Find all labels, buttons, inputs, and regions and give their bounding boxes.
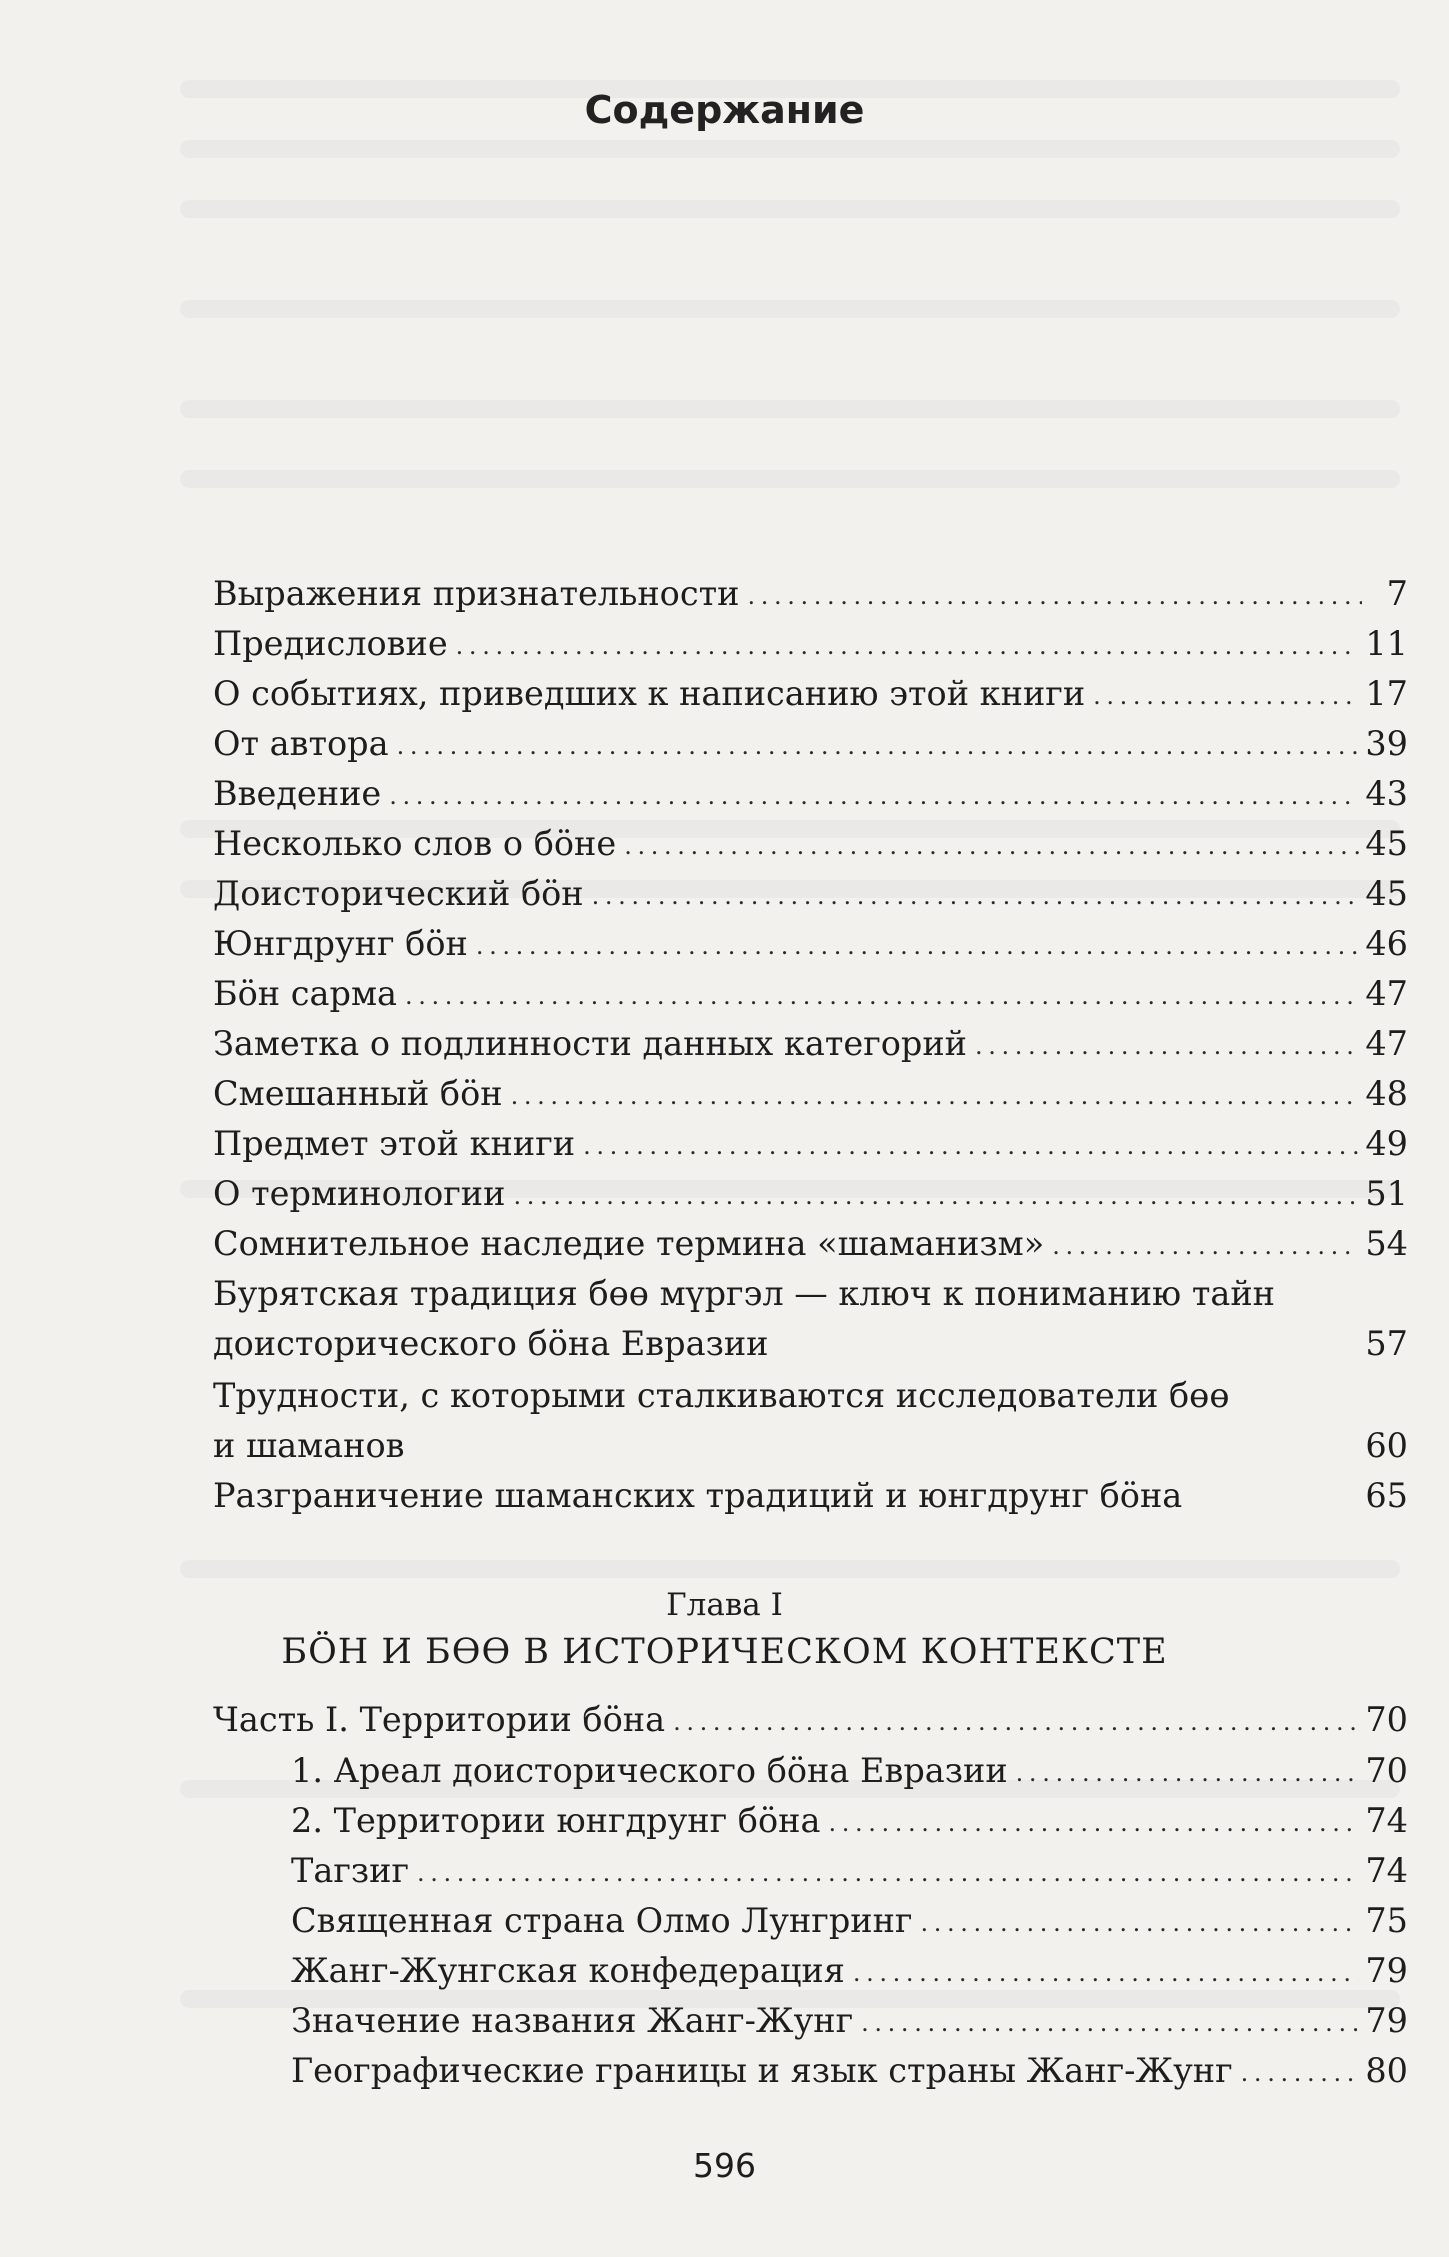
toc-entry-label: Предмет этой книги [213, 1124, 576, 1163]
leader-dots [975, 1034, 1359, 1061]
toc-entry[interactable] [291, 2001, 1408, 2040]
toc-entry-page: 74 [1365, 1851, 1408, 1890]
toc-entry-label: О терминологии [213, 1174, 506, 1213]
toc-entry-label: Выражения признательности [213, 574, 740, 613]
toc-entry-label: Сомнительное наследие термина «шаманизм» [213, 1224, 1045, 1263]
chapter-number: Глава I [666, 1587, 783, 1623]
toc-entry[interactable] [213, 1476, 1408, 1515]
leader-dots [624, 834, 1359, 861]
toc-entry-label: Географические границы и язык страны Жанг-Жунг [291, 2051, 1233, 2090]
toc-entry[interactable] [291, 2051, 1408, 2090]
toc-entry[interactable] [213, 1024, 1408, 1063]
toc-entry-page: 49 [1365, 1124, 1408, 1163]
toc-entry-page: 47 [1365, 1024, 1408, 1063]
toc-entry-label: От автора [213, 724, 389, 763]
toc-entry-label: доисторического бöна Евразии [213, 1324, 769, 1363]
toc-entry-page: 70 [1365, 1700, 1408, 1739]
leader-dots [513, 1184, 1359, 1211]
leader-dots [583, 1134, 1359, 1161]
bleed-through [180, 1560, 1400, 1578]
toc-entry[interactable] [213, 1324, 1408, 1363]
leader-dots [828, 1811, 1359, 1838]
toc-entry[interactable] [213, 1124, 1408, 1163]
toc-entry-label-line1: Бурятская традиция бөө мүргэл — ключ к пониманию тайн [213, 1274, 1276, 1313]
toc-entry-label: Предисловие [213, 624, 448, 663]
toc-entry[interactable] [213, 974, 1408, 1013]
toc-entry[interactable] [213, 1426, 1408, 1465]
toc-entry-page: 70 [1365, 1751, 1408, 1790]
toc-entry-page: 74 [1365, 1801, 1408, 1840]
leader-dots [1241, 2061, 1360, 2088]
toc-entry[interactable] [213, 624, 1408, 663]
toc-entry-label: Юнгдрунг бöн [213, 924, 468, 963]
toc-entry[interactable] [291, 1751, 1408, 1790]
toc-entry-page: 17 [1365, 674, 1408, 713]
toc-entry[interactable] [213, 1700, 1408, 1739]
bleed-through [180, 470, 1400, 488]
toc-entry[interactable] [291, 1851, 1408, 1890]
toc-entry-label: О событиях, приведших к написанию этой книги [213, 674, 1086, 713]
toc-entry[interactable] [213, 824, 1408, 863]
toc-entry-page: 45 [1365, 874, 1408, 913]
leader-dots [1016, 1761, 1360, 1788]
toc-entry-label: Доисторический бöн [213, 874, 584, 913]
toc-entry[interactable] [291, 1801, 1408, 1840]
toc-entry-page: 43 [1365, 774, 1408, 813]
toc-entry[interactable] [213, 1224, 1408, 1263]
leader-dots [405, 984, 1359, 1011]
leader-dots [747, 584, 1362, 611]
bleed-through [180, 200, 1400, 218]
toc-entry-page: 79 [1365, 1951, 1408, 1990]
toc-entry-page: 60 [1365, 1426, 1408, 1465]
toc-entry-page: 80 [1365, 2051, 1408, 2090]
toc-entry-page: 75 [1365, 1901, 1408, 1940]
toc-entry[interactable] [213, 1174, 1408, 1213]
toc-entry-page: 54 [1365, 1224, 1408, 1263]
toc-entry[interactable] [213, 774, 1408, 813]
toc-entry-label: Бöн сарма [213, 974, 397, 1013]
bleed-through [180, 300, 1400, 318]
toc-entry-label-line1: Трудности, с которыми сталкиваются исследователи бөө [213, 1376, 1230, 1415]
bleed-through [180, 400, 1400, 418]
toc-entry[interactable] [213, 924, 1408, 963]
toc-entry[interactable] [213, 674, 1408, 713]
leader-dots [861, 2011, 1359, 2038]
toc-entry-label: Введение [213, 774, 382, 813]
toc-entry-page: 46 [1365, 924, 1408, 963]
chapter-title: БÖН И БӨӨ В ИСТОРИЧЕСКОМ КОНТЕКСТЕ [281, 1632, 1168, 1672]
toc-entry-label: и шаманов [213, 1426, 405, 1465]
leader-dots [853, 1961, 1360, 1988]
toc-entry-page: 7 [1386, 574, 1408, 613]
toc-entry[interactable] [213, 724, 1408, 763]
toc-entry-label: Значение названия Жанг-Жунг [291, 2001, 854, 2040]
page-title: Содержание [584, 88, 865, 132]
toc-entry-label: Тагзиг [291, 1851, 410, 1890]
toc-entry-page: 45 [1365, 824, 1408, 863]
toc-entry-label: Заметка о подлинности данных категорий [213, 1024, 968, 1063]
toc-entry-label: Несколько слов о бöне [213, 824, 617, 863]
toc-entry[interactable] [213, 1074, 1408, 1113]
leader-dots [1052, 1234, 1359, 1261]
toc-entry-page: 47 [1365, 974, 1408, 1013]
toc-entry-page: 39 [1365, 724, 1408, 763]
leader-dots [476, 934, 1360, 961]
toc-entry[interactable] [291, 1951, 1408, 1990]
toc-entry-label: Священная страна Олмо Лунгринг [291, 1901, 913, 1940]
toc-entry[interactable] [213, 874, 1408, 913]
leader-dots [1093, 684, 1359, 711]
leader-dots [417, 1861, 1359, 1888]
toc-entry-label: 1. Ареал доисторического бöна Евразии [291, 1751, 1008, 1790]
leader-dots [456, 634, 1360, 661]
leader-dots [673, 1710, 1359, 1737]
toc-entry[interactable] [213, 574, 1408, 613]
toc-entry-page: 65 [1365, 1476, 1408, 1515]
toc-entry-label: Смешанный бöн [213, 1074, 503, 1113]
leader-dots [920, 1911, 1359, 1938]
toc-entry-page: 51 [1365, 1174, 1408, 1213]
leader-dots [397, 734, 1360, 761]
toc-entry-page: 48 [1365, 1074, 1408, 1113]
page-number: 596 [693, 2146, 756, 2185]
leader-dots [592, 884, 1360, 911]
toc-entry-label: Жанг-Жунгская конфедерация [291, 1951, 845, 1990]
toc-entry-page: 79 [1365, 2001, 1408, 2040]
toc-entry-page: 57 [1365, 1324, 1408, 1363]
toc-entry-page: 11 [1365, 624, 1408, 663]
leader-dots [511, 1084, 1360, 1111]
bleed-through [180, 140, 1400, 158]
leader-dots [389, 784, 1359, 811]
toc-entry-label: 2. Территории юнгдрунг бöна [291, 1801, 821, 1840]
toc-entry-label: Разграничение шаманских традиций и юнгдрунг бöна [213, 1476, 1183, 1515]
toc-entry[interactable] [291, 1901, 1408, 1940]
toc-entry-label: Часть I. Территории бöна [213, 1700, 666, 1739]
